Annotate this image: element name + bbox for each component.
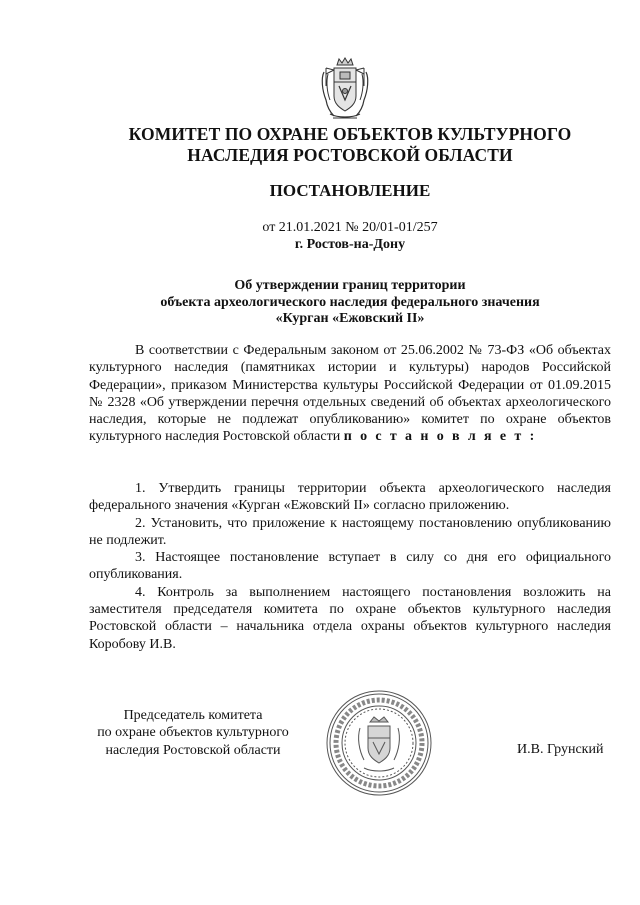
- resolution-items: [89, 480, 611, 653]
- committee-line-1: КОМИТЕТ ПО ОХРАНЕ ОБЪЕКТОВ КУЛЬТУРНОГО: [128, 124, 572, 144]
- official-seal-icon: [324, 688, 434, 798]
- resolution-item-2: 2. Установить, что приложение к настоящему постановлению опубликованию не подлежит.: [89, 515, 611, 548]
- resolution-item-4: 4. Контроль за выполнением настоящего постановления возложить на заместителя председателя комитета по охране объектов культурного наследия Ростовской области – начальника отдела охраны объектов культурного наследия Коробову И.В.: [89, 584, 611, 652]
- document-city: г. Ростов-на-Дону: [294, 237, 406, 252]
- document-subject: [60, 278, 640, 328]
- signatory-position: [89, 707, 297, 759]
- preamble-text: В соответствии с Федеральным законом от 25.06.2002 № 73-ФЗ «Об объектах культурного наследия (памятниках истории и культуры) народов Российской Федерации», приказом Министерства культуры Российской Федерации от 01.09.2015 № 2328 «Об утверждении перечня отдельных сведений об объектах археологического наследия, которые не подлежат опубликованию» комитет по охране объектов культурного наследия Ростовской области: [89, 343, 611, 445]
- resolution-item-3: 3. Настоящее постановление вступает в силу со дня его официального опубликования.: [89, 550, 611, 583]
- coat-of-arms-icon: [318, 56, 372, 122]
- subject-line-2: объекта археологического наследия федерального значения: [160, 294, 540, 310]
- position-line-3: наследия Ростовской области: [105, 742, 281, 758]
- committee-line-2: НАСЛЕДИЯ РОСТОВСКОЙ ОБЛАСТИ: [187, 145, 513, 165]
- position-line-2: по охране объектов культурного: [97, 725, 289, 741]
- resolution-item-1: 1. Утвердить границы территории объекта археологического наследия федерального значения «Курган «Ежовский II» согласно приложению.: [89, 481, 611, 514]
- subject-line-3: «Курган «Ежовский II»: [275, 311, 425, 326]
- preamble-paragraph: [89, 342, 611, 446]
- position-line-1: Председатель комитета: [123, 708, 263, 723]
- subject-line-1: Об утверждении границ территории: [234, 278, 466, 293]
- document-type: ПОСТАНОВЛЕНИЕ: [269, 181, 431, 200]
- document-meta: [60, 219, 640, 253]
- document-dateline: от 21.01.2021 № 20/01-01/257: [262, 220, 438, 235]
- committee-name: [60, 124, 640, 166]
- resolves-word: п о с т а н о в л я е т :: [343, 429, 537, 445]
- signatory-name: И.В. Грунский: [517, 742, 604, 757]
